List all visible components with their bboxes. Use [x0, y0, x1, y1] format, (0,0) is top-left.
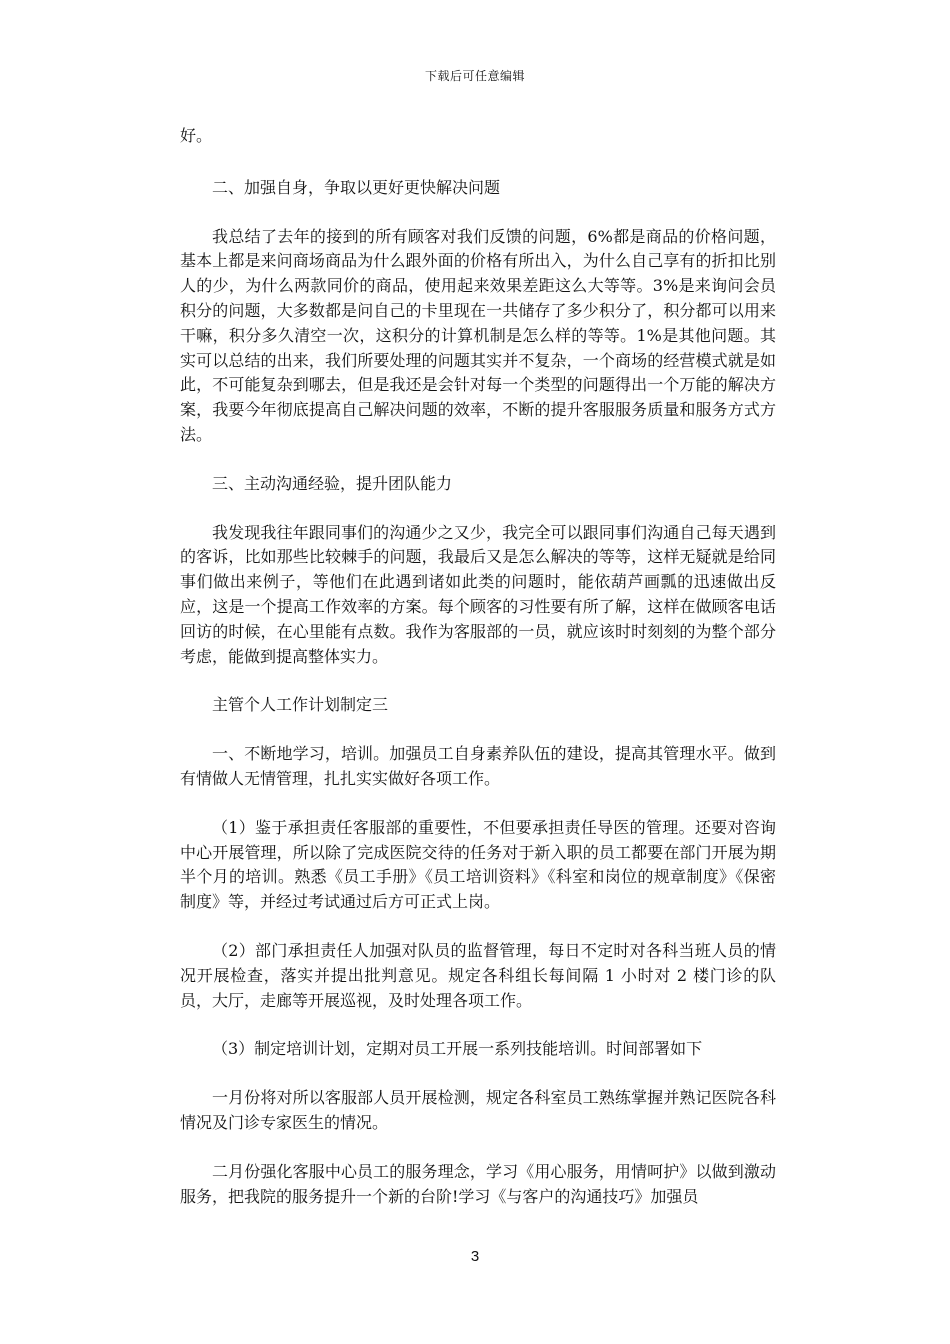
- page-header: 下载后可任意编辑: [424, 69, 525, 83]
- document-body: [180, 124, 776, 1233]
- paragraph: 二月份强化客服中心员工的服务理念，学习《用心服务，用情呵护》以做到激动服务，把我院的服务提升一个新的台阶!学习《与客户的沟通技巧》加强员: [180, 1161, 776, 1206]
- plan-title: 主管个人工作计划制定三: [212, 695, 389, 715]
- paragraph: （2）部门承担责任人加强对队员的监督管理，每日不定时对各科当班人员的情况开展检查，落实并提出批判意见。规定各科组长每间隔 1 小时对 2 楼门诊的队员，大厅，走廊等开展巡视，及时处理各项工作。: [180, 940, 776, 1010]
- section-heading-1: 一、不断地学习，培训。加强员工自身素养队伍的建设，提高其管理水平。做到有情做人无情管理，扎扎实实做好各项工作。: [180, 744, 776, 788]
- paragraph: 我发现我往年跟同事们的沟通少之又少，我完全可以跟同事们沟通自己每天遇到的客诉，比如那些比较棘手的问题，我最后又是怎么解决的等等，这样无疑就是给同事们做出来例子，等他们在此遇到诸如此类的问题时，能依葫芦画瓢的迅速做出反应，这是一个提高工作效率的方案。每个顾客的习性要有所了解，这样在做顾客电话回访的时候，在心里能有点数。我作为客服部的一员，就应该时时刻刻的为整个部分考虑，能做到提高整体实力。: [180, 522, 776, 666]
- paragraph: 我总结了去年的接到的所有顾客对我们反馈的问题，6%都是商品的价格问题，基本上都是来问商场商品为什么跟外面的价格有所出入，为什么自己享有的折扣比别人的少，为什么两款同价的商品，使用起来效果差距这么大等等。3%是来询问会员积分的问题，大多数都是问自己的卡里现在一共储存了多少积分了，积分都可以用来干嘛，积分多久清空一次，这积分的计算机制是怎么样的等等。1%是其他问题。其实可以总结的出来，我们所要处理的问题其实并不复杂，一个商场的经营模式就是如此，不可能复杂到哪去，但是我还是会针对每一个类型的问题得出一个万能的解决方案，我要今年彻底提高自己解决问题的效率，不断的提升客服服务质量和服务方式方法。: [180, 226, 776, 444]
- paragraph: （1）鉴于承担责任客服部的重要性，不但要承担责任导医的管理。还要对咨询中心开展管理，所以除了完成医院交待的任务对于新入职的员工都要在部门开展为期半个月的培训。熟悉《员工手册》《员工培训资料》《科室和岗位的规章制度》《保密制度》等，并经过考试通过后方可正式上岗。: [180, 817, 776, 912]
- paragraph: （3）制定培训计划，定期对员工开展一系列技能培训。时间部署如下: [212, 1039, 703, 1059]
- section-heading-2: 二、加强自身，争取以更好更快解决问题: [212, 177, 501, 197]
- paragraph-continuation: 好。: [180, 126, 213, 145]
- section-heading-3: 三、主动沟通经验，提升团队能力: [212, 473, 453, 493]
- page-number: 3: [470, 1248, 480, 1265]
- paragraph: 一月份将对所以客服部人员开展检测，规定各科室员工熟练掌握并熟记医院各科情况及门诊专家医生的情况。: [180, 1088, 776, 1132]
